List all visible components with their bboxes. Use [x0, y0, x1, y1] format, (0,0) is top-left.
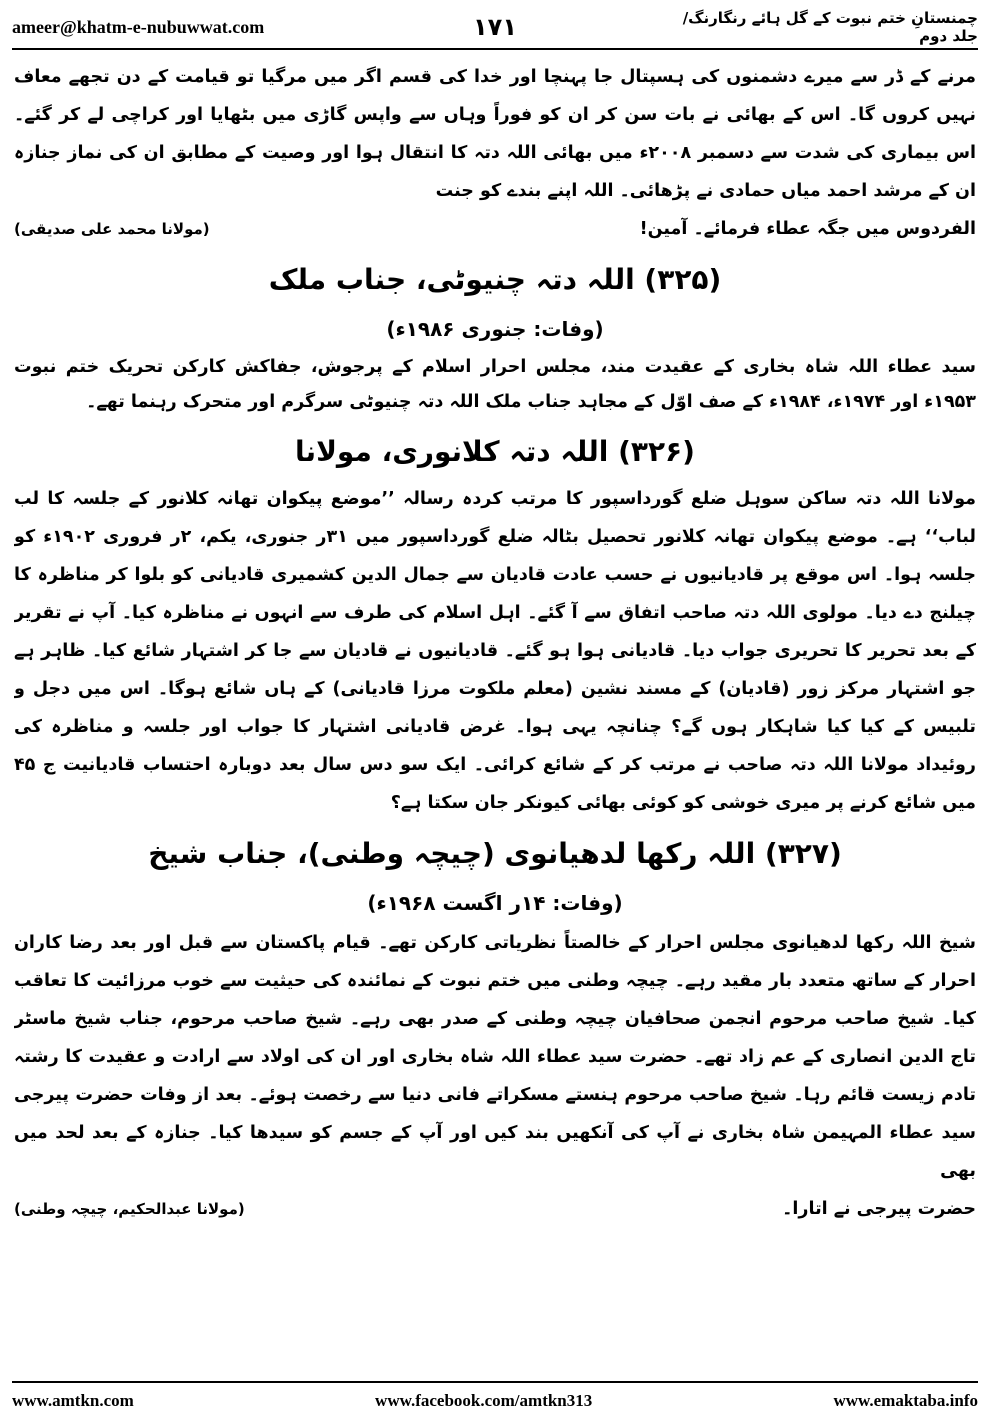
page-number: ۱۷۱	[473, 13, 517, 41]
header-rule	[12, 48, 978, 50]
header-email: ameer@khatm-e-nubuwwat.com	[12, 16, 265, 37]
closing-row-327	[14, 1190, 976, 1228]
death-date-327: (وفات: ۱۴ر اگست ۱۹۶۸ء)	[367, 891, 623, 915]
heading-326: (۳۲۶) اللہ دتہ کلانوری، مولانا	[295, 435, 695, 468]
paragraph-325: سید عطاء اللہ شاہ بخاری کے عقیدت مند، مجلس احرار اسلام کے پرجوش، جفاکش کارکن تحریک ختم نبوت ۱۹۵۳ء اور ۱۹۷۴ء، ۱۹۸۴ء کے صف اوّل کے مجاہد جناب ملک اللہ دتہ چنیوٹی سرگرم اور متحرک رہنما تھے۔	[14, 357, 976, 412]
footer-rule	[12, 1381, 978, 1383]
footer-link-emaktaba[interactable]: www.emaktaba.info	[833, 1391, 978, 1410]
footer-link-amtkn[interactable]: www.amtkn.com	[12, 1391, 134, 1410]
last-line-327: حضرت پیرجی نے اتارا۔	[782, 1199, 976, 1219]
footer-link-facebook[interactable]: www.facebook.com/amtkn313	[375, 1391, 593, 1410]
page-footer	[12, 1387, 978, 1415]
heading-327: (۳۲۷) اللہ رکھا لدھیانوی (چیچہ وطنی)، جناب شیخ	[148, 837, 842, 870]
intro-closing-row	[14, 210, 976, 248]
paragraph-326: مولانا اللہ دتہ ساکن سوہل ضلع گورداسپور کا مرتب کردہ رسالہ ’’موضع پیکوان تھانہ کلانور کے جلسہ کا لب لباب‘‘ ہے۔ موضع پیکوان تھانہ کلانور تحصیل بٹالہ ضلع گورداسپور میں ۳۱ر جنوری، یکم، ۲ر فروری ۱۹۰۲ء کو جلسہ ہوا۔ اس موقع پر قادیانیوں نے حسب عادت قادیان سے جمال الدین کشمیری قادیانی کو بلوا کر مناظرہ کا چیلنج دے دیا۔ مولوی اللہ دتہ صاحب اتفاق سے آ گئے۔ اہل اسلام کی طرف سے انہوں نے مناظرہ کیا۔ آپ نے تقریر کے بعد تحریر کا تحریری جواب دیا۔ قادیانی ہوا ہو گئے۔ قادیانیوں نے قادیان سے جا کر اشتہار شائع کیا۔ ظاہر ہے جو اشتہار مرکز زور (قادیان) کے مسند نشین (معلم ملکوت مرزا قادیانی) کے ہاں شائع ہوگا۔ اس میں دجل و تلبیس کے کیا کیا شاہکار ہوں گے؟ چنانچہ یہی ہوا۔ غرض قادیانی اشتہار کا جواب اور جلسہ و مناظرہ کی روئیداد مولانا اللہ دتہ صاحب نے مرتب کر کے شائع کرائی۔ ایک سو دس سال بعد دوبارہ احتساب قادیانیت ج ۴۵ میں شائع کرنے پر میری خوشی کو کوئی بھائی کیونکر جان سکتا ہے؟	[14, 489, 976, 813]
page-header	[12, 8, 978, 46]
book-title: چمنستانِ ختم نبوت کے گل ہائے رنگارنگ/جلد دوم	[682, 9, 978, 45]
intro-paragraph: مرنے کے ڈر سے میرے دشمنوں کی ہسپتال جا پہنچا اور خدا کی قسم اگر میں مرگیا تو قیامت کے دن تجھے معاف نہیں کروں گا۔ اس کے بھائی نے بات سن کر ان کو فوراً وہاں سے واپس گاڑی میں بٹھایا اور کراچی لے کر گئے۔ اس بیماری کی شدت سے دسمبر ۲۰۰۸ء میں بھائی اللہ دتہ کا انتقال ہوا اور وصیت کے مطابق ان کی نماز جنازہ ان کے مرشد احمد میاں حمادی نے پڑھائی۔ اللہ اپنے بندے کو جنت	[14, 67, 976, 201]
heading-325: (۳۲۵) اللہ دتہ چنیوٹی، جناب ملک	[268, 263, 722, 296]
page-content	[14, 58, 976, 1376]
intro-last-line: الفردوس میں جگہ عطاء فرمائے۔ آمین!	[639, 219, 976, 239]
signature-327: (مولانا عبدالحکیم، چیچہ وطنی)	[14, 1200, 245, 1218]
paragraph-327: شیخ اللہ رکھا لدھیانوی مجلس احرار کے خالصتاً نظریاتی کارکن تھے۔ قیام پاکستان سے قبل اور بعد رضا کاران احرار کے ساتھ متعدد بار مقید رہے۔ چیچہ وطنی میں ختم نبوت کے نمائندہ کی حیثیت سے خوب مرزائیت کا تعاقب کیا۔ شیخ صاحب مرحوم انجمن صحافیان چیچہ وطنی کے صدر بھی رہے۔ شیخ صاحب مرحوم، جناب شیخ ماسٹر تاج الدین انصاری کے عم زاد تھے۔ حضرت سید عطاء اللہ شاہ بخاری اور ان کی اولاد سے ارادت و عقیدت کا رشتہ تادم زیست قائم رہا۔ شیخ صاحب مرحوم ہنستے مسکراتے فانی دنیا سے رخصت ہوئے۔ بعد از وفات حضرت پیرجی سید عطاء المہیمن شاہ بخاری نے آپ کی آنکھیں بند کیں اور آپ کے جسم کو سیدھا کیا۔ جنازہ کے بعد لحد میں بھی	[14, 933, 976, 1181]
intro-signature: (مولانا محمد علی صدیقی)	[14, 220, 210, 238]
death-date-325: (وفات: جنوری ۱۹۸۶ء)	[386, 317, 604, 341]
